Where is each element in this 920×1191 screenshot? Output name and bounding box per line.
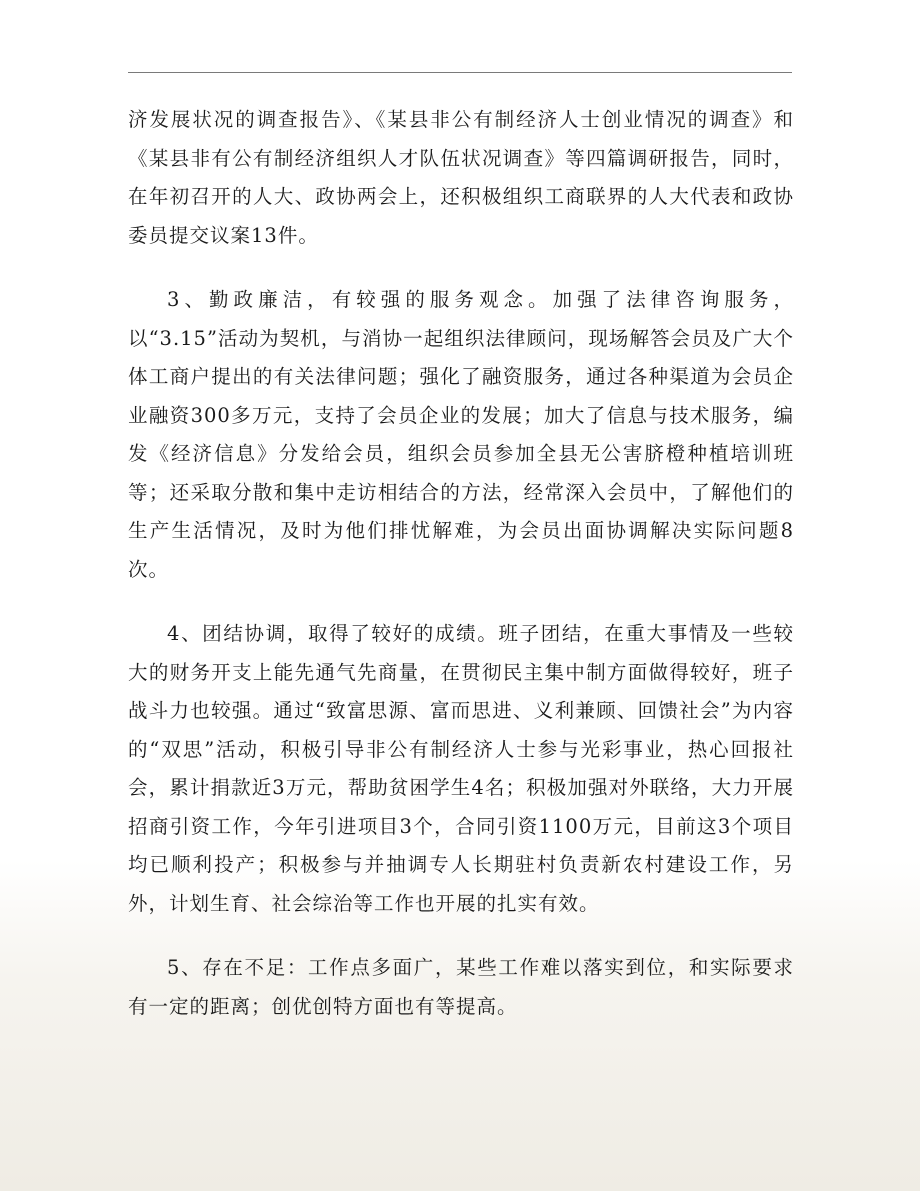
- paragraph-continuation: 济发展状况的调查报告》、《某县非公有制经济人士创业情况的调查》和《某县非有公有制经济组织人才队伍状况调查》等四篇调研报告，同时，在年初召开的人大、政协两会上，还积极组织工商联界的人大代表和政协委员提交议案13件。: [128, 108, 794, 247]
- document-body: [128, 101, 794, 1026]
- header-rule: [128, 72, 792, 73]
- paragraph-item-5: 5、存在不足：工作点多面广，某些工作难以落实到位，和实际要求有一定的距离；创优创特方面也有等提高。: [128, 956, 794, 1018]
- paragraph-item-3: 3、勤政廉洁，有较强的服务观念。加强了法律咨询服务，以“3.15”活动为契机，与消协一起组织法律顾问，现场解答会员及广大个体工商户提出的有关法律问题；强化了融资服务，通过各种渠道为会员企业融资300多万元，支持了会员企业的发展；加大了信息与技术服务，编发《经济信息》分发给会员，组织会员参加全县无公害脐橙种植培训班等；还采取分散和集中走访相结合的方法，经常深入会员中，了解他们的生产生活情况，及时为他们排忧解难，为会员出面协调解决实际问题8次。: [128, 288, 794, 581]
- paragraph-item-4: 4、团结协调，取得了较好的成绩。班子团结，在重大事情及一些较大的财务开支上能先通气先商量，在贯彻民主集中制方面做得较好，班子战斗力也较强。通过“致富思源、富而思进、义利兼顾、回馈社会”为内容的“双思”活动，积极引导非公有制经济人士参与光彩事业，热心回报社会，累计捐款近3万元，帮助贫困学生4名；积极加强对外联络，大力开展招商引资工作，今年引进项目3个，合同引资1100万元，目前这3个项目均已顺利投产；积极参与并抽调专人长期驻村负责新农村建设工作，另外，计划生育、社会综治等工作也开展的扎实有效。: [128, 622, 794, 915]
